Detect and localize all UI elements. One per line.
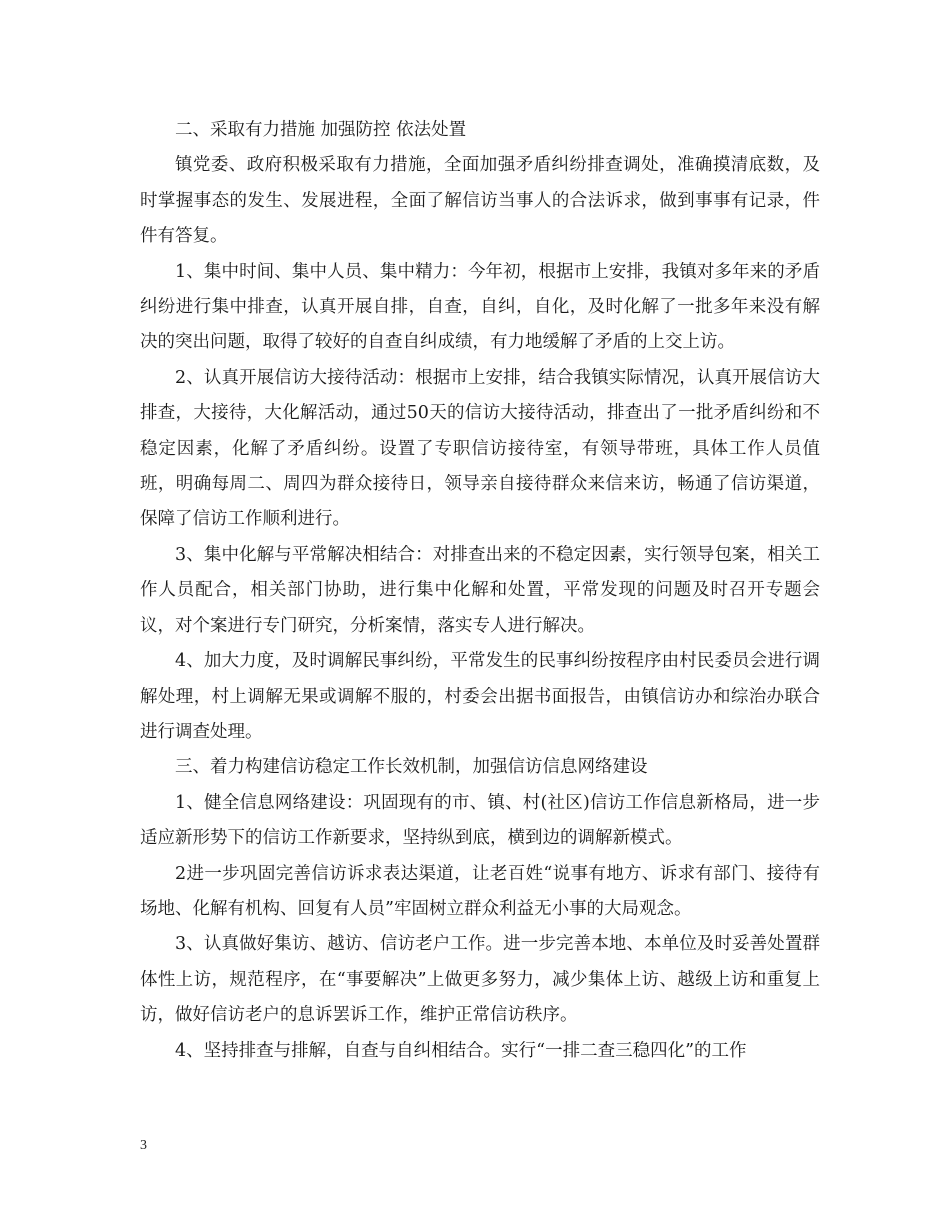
paragraph: 镇党委、政府积极采取有力措施，全面加强矛盾纠纷排查调处，准确摸清底数，及时掌握事态的发生、发展进程，全面了解信访当事人的合法诉求，做到事事有记录，件件有答复。: [140, 155, 820, 247]
paragraph: 4、坚持排查与排解，自查与自纠相结合。实行“一排二查三稳四化”的工作: [175, 1040, 747, 1061]
page-number: 3: [140, 1138, 147, 1153]
section-heading-2: 二、采取有力措施 加强防控 依法处置: [175, 120, 467, 140]
paragraph: 2进一步巩固完善信访诉求表达渠道，让老百姓“说事有地方、诉求有部门、接待有场地、化解有机构、回复有人员”牢固树立群众利益无小事的大局观念。: [140, 863, 820, 919]
paragraph: 4、加大力度，及时调解民事纠纷，平常发生的民事纠纷按程序由村民委员会进行调解处理，村上调解无果或调解不服的，村委会出据书面报告，由镇信访办和综治办联合进行调查处理。: [140, 651, 820, 742]
section-heading-3: 三、着力构建信访稳定工作长效机制，加强信访信息网络建设: [175, 757, 648, 778]
paragraph: 2、认真开展信访大接待活动：根据市上安排，结合我镇实际情况，认真开展信访大排查，大接待，大化解活动，通过50天的信访大接待活动，排查出了一批矛盾纠纷和不稳定因素，化解了矛盾纠纷。设置了专职信访接待室，有领导带班，具体工作人员值班，明确每周二、周四为群众接待日，领导亲自接待群众来信来访，畅通了信访渠道，保障了信访工作顺利进行。: [140, 367, 820, 530]
paragraph: 1、集中时间、集中人员、集中精力：今年初，根据市上安排，我镇对多年来的矛盾纠纷进行集中排查，认真开展自排，自查，自纠，自化，及时化解了一批多年来没有解决的突出问题，取得了较好的自查自纠成绩，有力地缓解了矛盾的上交上访。: [140, 261, 820, 353]
document-body: [140, 113, 820, 1069]
paragraph: 1、健全信息网络建设：巩固现有的市、镇、村(社区)信访工作信息新格局，进一步适应新形势下的信访工作新要求，坚持纵到底，横到边的调解新模式。: [140, 792, 820, 849]
paragraph: 3、集中化解与平常解决相结合：对排查出来的不稳定因素，实行领导包案，相关工作人员配合，相关部门协助，进行集中化解和处置，平常发现的问题及时召开专题会议，对个案进行专门研究，分析案情，落实专人进行解决。: [140, 544, 820, 636]
paragraph: 3、认真做好集访、越访、信访老户工作。进一步完善本地、本单位及时妥善处置群体性上访，规范程序，在“事要解决”上做更多努力，减少集体上访、越级上访和重复上访，做好信访老户的息诉罢诉工作，维护正常信访秩序。: [140, 934, 820, 1026]
